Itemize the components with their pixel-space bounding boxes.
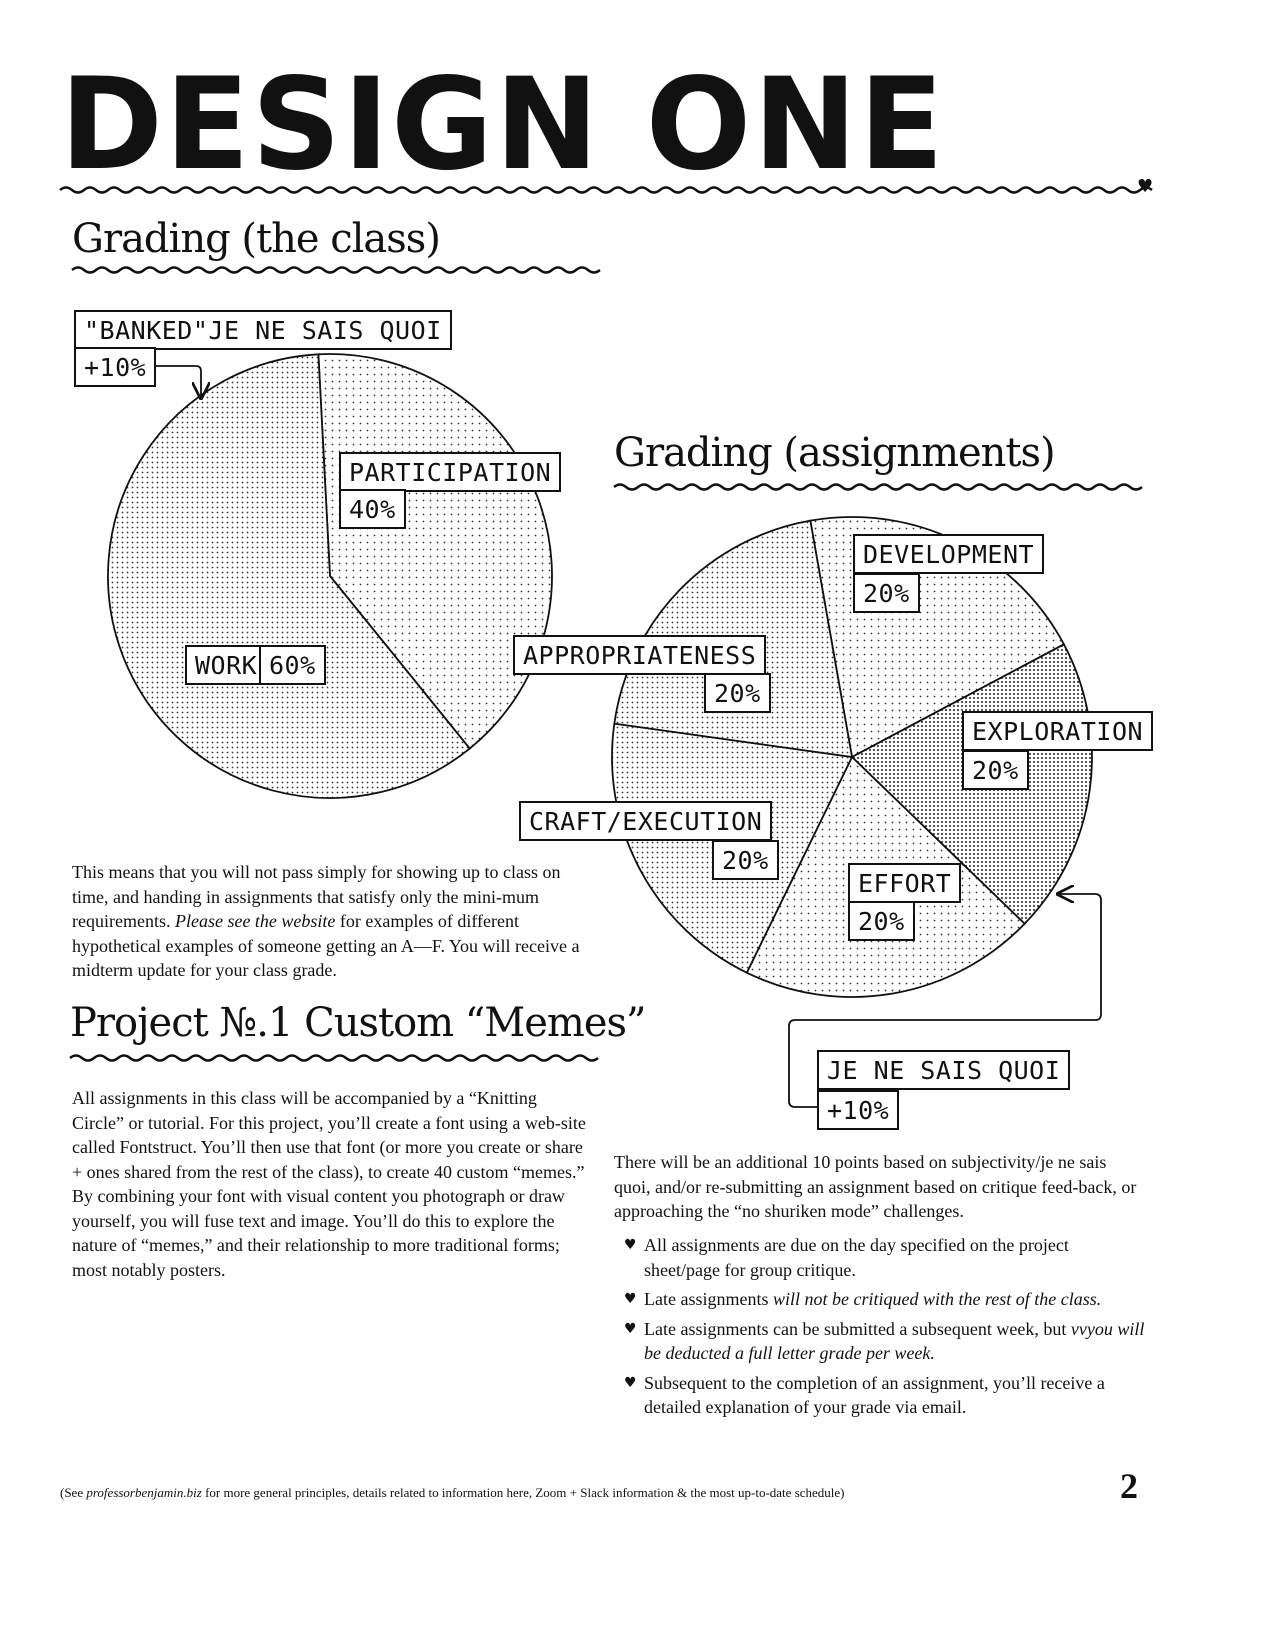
grading-assignments-heading: Grading (assignments): [614, 430, 1055, 476]
effort-label: EFFORT: [848, 863, 961, 903]
assignment-policies: [614, 1233, 1146, 1425]
jnsq-value: +10%: [817, 1090, 899, 1130]
list-item: ♥ Subsequent to the completion of an assignment, you’ll receive a detailed explanation of your grade via email.: [624, 1372, 1105, 1417]
list-item: ♥ All assignments are due on the day specified on the project sheet/page for group critique.: [624, 1235, 1069, 1280]
banked-value: +10%: [74, 347, 156, 387]
additional-points-text: There will be an additional 10 points based on subjectivity/je ne sais quoi, and/or re-submitting an assignment based on critique feed-back, or approaching the “no shuriken mode” challenges.: [614, 1152, 1137, 1221]
work-value: 60%: [259, 645, 326, 685]
appropriateness-value: 20%: [704, 673, 771, 713]
wavy-underline: [72, 268, 600, 273]
participation-label: PARTICIPATION: [339, 452, 561, 492]
grading-explanation: This means that you will not pass simply for showing up to class on time, and handing in assignments that satisfy only the mini-mum requirements. Please see the website for examples of different hypothetical examples of someone getting an A—F. You will receive a midterm update for your class grade.: [72, 862, 580, 980]
heart-bullet-icon: ♥: [624, 1320, 637, 1337]
effort-value: 20%: [848, 901, 915, 941]
class-grading-pie: [108, 354, 552, 798]
jnsq-label: JE NE SAIS QUOI: [817, 1050, 1070, 1090]
heart-icon: ♥: [1137, 176, 1154, 197]
participation-value: 40%: [339, 489, 406, 529]
footer-site-link[interactable]: professorbenjamin.biz: [86, 1485, 202, 1500]
exploration-label: EXPLORATION: [962, 711, 1153, 751]
wavy-underline: [614, 485, 1142, 490]
heart-bullet-icon: ♥: [624, 1291, 637, 1307]
development-label: DEVELOPMENT: [853, 534, 1044, 574]
heart-bullet-icon: ♥: [624, 1237, 637, 1253]
website-reference: Please see the website: [174, 911, 336, 931]
craft-value: 20%: [712, 840, 779, 880]
footer-note: (See professorbenjamin.biz for more general principles, details related to information here, Zoom + Slack information & the most up-to-date schedule): [60, 1485, 845, 1500]
list-item: ♥ Late assignments can be submitted a subsequent week, but vvyou will be deducted a full letter grade per week.: [624, 1318, 1145, 1363]
wavy-divider: [60, 188, 1152, 193]
project-heading: Project №.1 Custom “Memes”: [70, 1000, 646, 1046]
grading-class-heading: Grading (the class): [72, 216, 440, 262]
development-value: 20%: [853, 573, 920, 613]
craft-label: CRAFT/EXECUTION: [519, 801, 772, 841]
heart-bullet-icon: ♥: [624, 1374, 637, 1391]
list-item: ♥ Late assignments will not be critiqued with the rest of the class.: [614, 1287, 1146, 1312]
page-title: DESIGN ONE: [60, 51, 946, 199]
banked-label: "BANKED"JE NE SAIS QUOI: [74, 310, 452, 350]
project-description: All assignments in this class will be accompanied by a “Knitting Circle” or tutorial. For this project, you’ll create a font using a web-site called Fontstruct. You’ll then use that font (or more you create or share + ones shared from the rest of the class), to create 40 custom “memes.” By combining your font with visual content you photograph or draw yourself, you will fuse text and image. You’ll do this to explore the nature of “memes,” and their relationship to more traditional forms; most notably posters.: [72, 1088, 586, 1280]
appropriateness-label: APPROPRIATENESS: [513, 635, 766, 675]
wavy-underline: [70, 1056, 598, 1061]
exploration-value: 20%: [962, 750, 1029, 790]
work-label: WORK: [185, 645, 267, 685]
page-number: 2: [1120, 1466, 1138, 1506]
